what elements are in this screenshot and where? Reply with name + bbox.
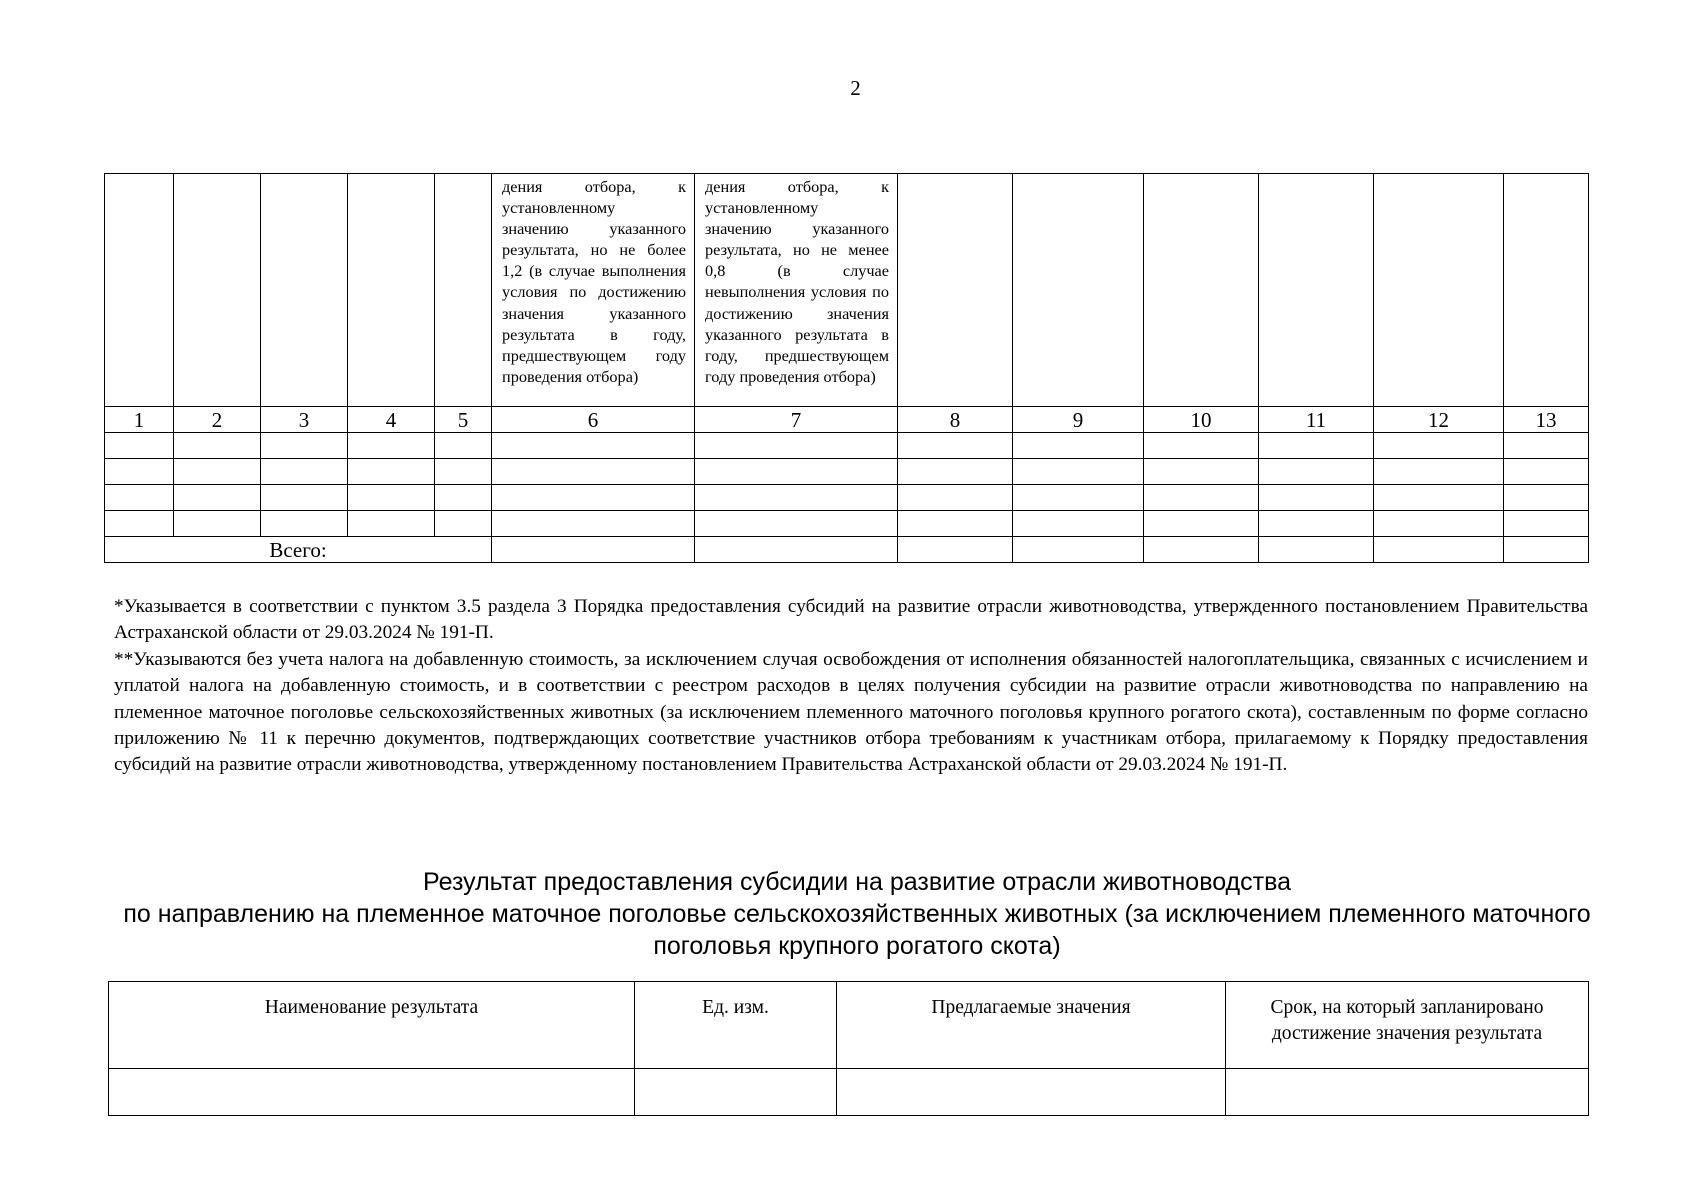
table-cell	[1226, 1069, 1589, 1116]
section-title-line-1: Результат предоставления субсидии на развитие отрасли животноводства	[423, 868, 1291, 896]
column-number: 11	[1259, 407, 1374, 433]
table-cell	[695, 537, 898, 563]
column-number: 7	[695, 407, 898, 433]
total-row	[105, 537, 1589, 563]
table-cell	[174, 511, 261, 537]
header-cell	[1374, 174, 1504, 407]
result-header-deadline: Срок, на который запланировано достижение значения результата	[1226, 982, 1589, 1069]
table-cell	[105, 511, 174, 537]
table-cell	[1144, 511, 1259, 537]
table-cell	[1259, 511, 1374, 537]
table-cell	[898, 537, 1013, 563]
table-row	[105, 459, 1589, 485]
table-cell	[105, 433, 174, 459]
table-cell	[695, 433, 898, 459]
header-cell	[348, 174, 435, 407]
table-row	[105, 485, 1589, 511]
header-cell-6-text: дения отбора, к установленному значению указанного результата, но не более 1,2 (в случае выполнения условия по достижению значения указанного результата в году, предшествующем году проведения отбора)	[502, 177, 686, 386]
table-cell	[492, 537, 695, 563]
table-cell	[105, 459, 174, 485]
column-number: 3	[261, 407, 348, 433]
table-cell	[695, 485, 898, 511]
column-number: 13	[1504, 407, 1589, 433]
table-cell	[261, 485, 348, 511]
table-cell	[898, 459, 1013, 485]
column-number: 4	[348, 407, 435, 433]
section-title	[118, 866, 1596, 962]
table-cell	[492, 459, 695, 485]
table-cell	[492, 485, 695, 511]
table-cell	[1374, 459, 1504, 485]
result-header-name: Наименование результата	[109, 982, 635, 1069]
total-label: Всего:	[105, 537, 492, 563]
page-number: 2	[850, 76, 861, 100]
table-cell	[1374, 511, 1504, 537]
table-cell	[435, 433, 492, 459]
table-cell	[1504, 433, 1589, 459]
result-table-header-row	[109, 982, 1589, 1069]
table-cell	[1144, 459, 1259, 485]
column-number: 12	[1374, 407, 1504, 433]
table-cell	[1374, 433, 1504, 459]
table-cell	[1374, 537, 1504, 563]
header-cell	[1504, 174, 1589, 407]
column-number: 2	[174, 407, 261, 433]
header-cell	[898, 174, 1013, 407]
table-cell	[1013, 537, 1144, 563]
result-table-row	[109, 1069, 1589, 1116]
table-cell	[492, 511, 695, 537]
column-number: 5	[435, 407, 492, 433]
table-cell	[695, 511, 898, 537]
table-cell	[348, 459, 435, 485]
table-cell	[348, 433, 435, 459]
table-cell	[1504, 511, 1589, 537]
table-cell	[1504, 485, 1589, 511]
table-row	[105, 433, 1589, 459]
header-cell-7-text: дения отбора, к установленному значению указанного результата, но не менее 0,8 (в случае невыполнения условия по достижению значения указанного результата в году, предшествующем году проведения отбора)	[705, 177, 889, 386]
table-cell	[1144, 537, 1259, 563]
column-number: 1	[105, 407, 174, 433]
table-cell	[1259, 433, 1374, 459]
table-cell	[435, 459, 492, 485]
result-header-values: Предлагаемые значения	[837, 982, 1226, 1069]
continuation-table	[104, 173, 1589, 563]
table-cell	[109, 1069, 635, 1116]
column-number: 8	[898, 407, 1013, 433]
table-cell	[898, 433, 1013, 459]
header-cell	[174, 174, 261, 407]
table-cell	[635, 1069, 837, 1116]
table-cell	[1259, 485, 1374, 511]
table-cell	[1013, 433, 1144, 459]
table-cell	[898, 485, 1013, 511]
table-cell	[261, 511, 348, 537]
table-cell	[348, 485, 435, 511]
column-number: 9	[1013, 407, 1144, 433]
table-cell	[1013, 485, 1144, 511]
header-cell-7	[695, 174, 898, 407]
continued-header-row	[105, 174, 1589, 407]
table-cell	[1144, 485, 1259, 511]
column-number: 10	[1144, 407, 1259, 433]
table-cell	[174, 485, 261, 511]
table-row	[105, 511, 1589, 537]
table-cell	[348, 511, 435, 537]
footnote-1: *Указывается в соответствии с пунктом 3.5 раздела 3 Порядка предоставления субсидий на развитие отрасли животноводства, утвержденного постановлением Правительства Астраханской области от 29.03.2024 № 191-П.	[114, 596, 1588, 644]
header-cell	[1259, 174, 1374, 407]
column-number-row	[105, 407, 1589, 433]
table-cell	[435, 485, 492, 511]
table-cell	[1259, 459, 1374, 485]
table-cell	[837, 1069, 1226, 1116]
table-cell	[435, 511, 492, 537]
table-cell	[174, 433, 261, 459]
table-cell	[898, 511, 1013, 537]
header-cell	[1013, 174, 1144, 407]
table-cell	[492, 433, 695, 459]
table-cell	[261, 459, 348, 485]
table-cell	[695, 459, 898, 485]
table-cell	[1504, 537, 1589, 563]
table-cell	[1259, 537, 1374, 563]
table-cell	[1144, 433, 1259, 459]
table-cell	[1013, 511, 1144, 537]
table-cell	[1504, 459, 1589, 485]
header-cell-6	[492, 174, 695, 407]
table-cell	[105, 485, 174, 511]
header-cell	[435, 174, 492, 407]
header-cell	[105, 174, 174, 407]
column-number: 6	[492, 407, 695, 433]
footnotes	[114, 594, 1588, 779]
footnote-2: **Указываются без учета налога на добавленную стоимость, за исключением случая освобождения от исполнения обязанностей налогоплательщика, связанных с исчислением и уплатой налога на добавленную стоимость, и в соответствии с реестром расходов в целях получения субсидии на развитие отрасли животноводства по направлению на племенное маточное поголовье сельскохозяйственных животных (за исключением племенного маточного поголовья крупного рогатого скота), составленным по форме согласно приложению № 11 к перечню документов, подтверждающих соответствие участников отбора требованиям к участникам отбора, прилагаемому к Порядку предоставления субсидий на развитие отрасли животноводства, утвержденному постановлением Правительства Астраханской области от 29.03.2024 № 191-П.	[114, 648, 1588, 776]
table-cell	[261, 433, 348, 459]
result-table	[108, 981, 1589, 1116]
table-cell	[1013, 459, 1144, 485]
result-header-unit: Ед. изм.	[635, 982, 837, 1069]
table-cell	[174, 459, 261, 485]
table-cell	[1374, 485, 1504, 511]
header-cell	[261, 174, 348, 407]
section-title-line-2: по направлению на племенное маточное поголовье сельскохозяйственных животных (за исключением племенного маточного поголовья крупного рогатого скота)	[123, 900, 1591, 960]
header-cell	[1144, 174, 1259, 407]
